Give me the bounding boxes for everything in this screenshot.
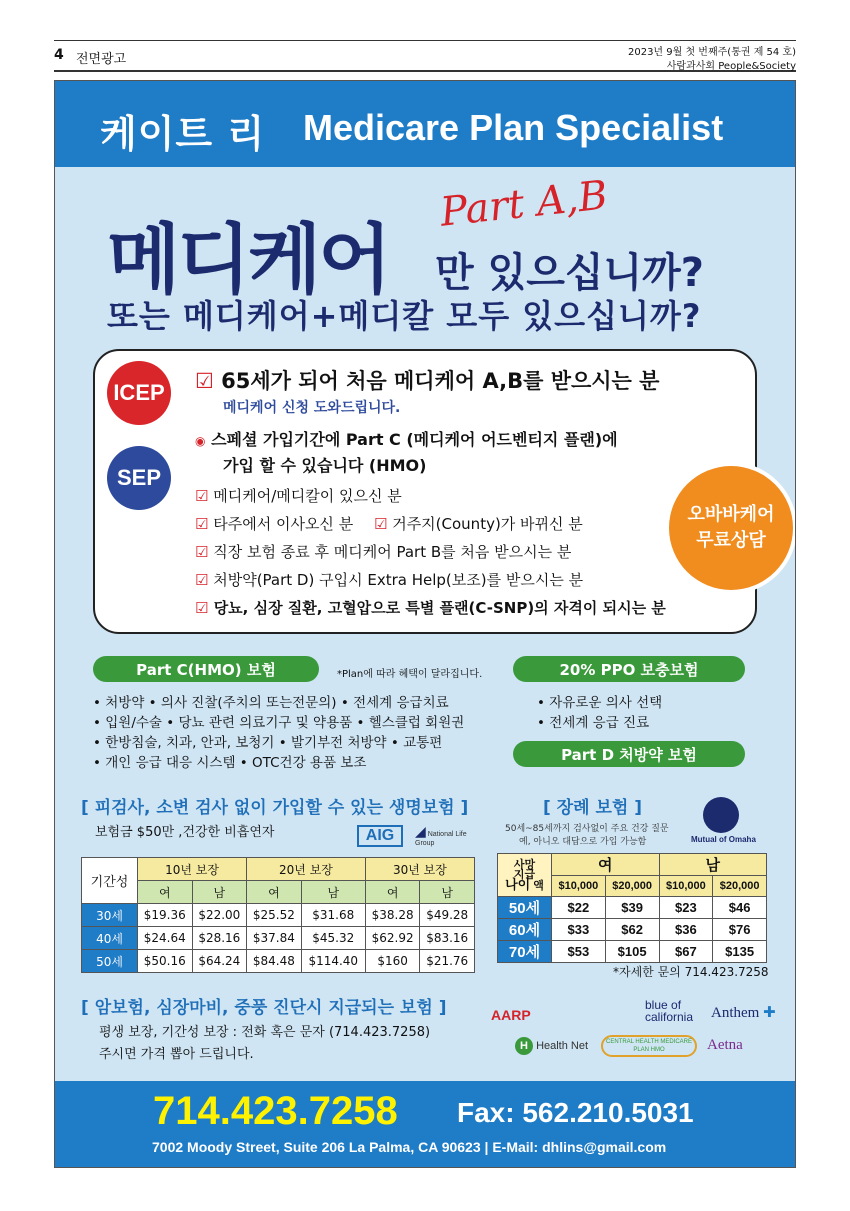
age-cell: 30세 (82, 904, 138, 927)
funeral-insurance-title: [ 장례 보험 ] (543, 798, 642, 818)
anthem-text: Anthem (711, 1005, 760, 1021)
funeral-sub-2: 예, 아니오 대답으로 가입 가능함 (519, 837, 647, 847)
table-row (82, 950, 475, 973)
premium-cell: $114.40 (301, 950, 365, 973)
health-net-icon: H (515, 1037, 533, 1055)
premium-cell: $105 (605, 941, 659, 963)
premium-cell: $25.52 (247, 904, 302, 927)
life-insurance-title: [ 피검사, 소변 검사 없이 가입할 수 있는 생명보험 ] (81, 798, 469, 818)
premium-cell: $21.76 (420, 950, 475, 973)
checkmark-icon: ☑ (195, 487, 209, 505)
gender-header: 여 (365, 881, 420, 904)
table-row (82, 904, 475, 927)
premium-cell: $28.16 (192, 927, 247, 950)
checkmark-icon: ☑ (195, 571, 209, 589)
partc-line-4: • 개인 응급 대응 시스템 • OTC건강 용품 보조 (93, 755, 367, 771)
checklist-item-2 (195, 513, 583, 534)
premium-cell: $64.24 (192, 950, 247, 973)
premium-cell: $23 (659, 897, 713, 919)
premium-cell: $62.92 (365, 927, 420, 950)
critical-illness-line-1: 평생 보장, 기간성 보장 : 전화 혹은 문자 (714.423.7258) (99, 1025, 431, 1040)
phone-number[interactable]: 714.423.7258 (153, 1089, 398, 1133)
premium-cell: $76 (713, 919, 767, 941)
obamacare-badge (669, 466, 793, 590)
table-row (498, 897, 767, 919)
checklist-item-2a-text: 타주에서 이사오신 분 (213, 515, 354, 533)
age-cell: 50세 (498, 897, 552, 919)
funeral-more-info: *자세한 문의 714.423.7258 (613, 965, 769, 979)
ppo-line-1: • 자유로운 의사 선택 (537, 695, 663, 711)
corner-amount: 액 (533, 879, 544, 892)
premium-cell: $24.64 (138, 927, 193, 950)
health-net-text: Health Net (536, 1040, 589, 1052)
ppo-title: 20% PPO 보충보험 (513, 656, 745, 682)
premium-cell: $49.28 (420, 904, 475, 927)
corner-header (498, 854, 552, 897)
table-header-row (82, 858, 475, 881)
agent-name: 케이트 리 (100, 112, 266, 156)
checklist-item-4-text: 처방약(Part D) 구입시 Extra Help(보조)를 받으시는 분 (213, 571, 584, 589)
checkmark-icon: ☑ (195, 515, 209, 533)
amount-header: $10,000 (659, 876, 713, 897)
national-life-icon: ◢ (415, 823, 426, 839)
checklist-icep (195, 365, 659, 395)
funeral-sub-1: 50세~85세까지 검사없이 주요 건강 질문 (505, 824, 669, 834)
premium-cell: $53 (552, 941, 606, 963)
premium-cell: $39 (605, 897, 659, 919)
term-header: 20년 보장 (247, 858, 366, 881)
partd-title: Part D 처방약 보험 (513, 741, 745, 767)
gender-header: 여 (138, 881, 193, 904)
checklist-item-5-text: 당뇨, 심장 질환, 고혈압으로 특별 플랜(C-SNP)의 자격이 되시는 분 (213, 599, 666, 617)
eligibility-box (93, 349, 757, 634)
amount-header: $10,000 (552, 876, 606, 897)
checklist-item-3-text: 직장 보험 종료 후 메디케어 Part B를 처음 받으시는 분 (213, 543, 572, 561)
premium-cell: $19.36 (138, 904, 193, 927)
premium-cell: $33 (552, 919, 606, 941)
checklist-item-3 (195, 541, 571, 562)
checkmark-icon: ☑ (195, 369, 214, 393)
checklist-sep-1 (195, 427, 618, 450)
table-row (498, 941, 767, 963)
checklist-icep-sub: 메디케어 신청 도와드립니다. (223, 400, 401, 416)
obamacare-line-1: 오바바케어 (687, 504, 775, 525)
mutual-of-omaha-logo (691, 797, 756, 844)
central-health-logo: CENTRAL HEALTH MEDICARE PLAN HMO (601, 1035, 697, 1057)
page-number: 4 (54, 47, 64, 63)
premium-cell: $46 (713, 897, 767, 919)
premium-cell: $37.84 (247, 927, 302, 950)
funeral-insurance-table (497, 853, 767, 963)
aig-logo: AIG (357, 825, 403, 847)
icep-badge: ICEP (107, 361, 171, 425)
headline-main: 메디케어 (107, 215, 389, 304)
partc-title: Part C(HMO) 보험 (93, 656, 319, 682)
fax-number: Fax: 562.210.5031 (457, 1097, 694, 1128)
premium-cell: $38.28 (365, 904, 420, 927)
age-cell: 70세 (498, 941, 552, 963)
premium-cell: $36 (659, 919, 713, 941)
premium-cell: $22.00 (192, 904, 247, 927)
omaha-text: Mutual of Omaha (691, 835, 756, 844)
amount-header: $20,000 (713, 876, 767, 897)
aetna-logo: Aetna (707, 1037, 743, 1053)
table-row (498, 919, 767, 941)
critical-illness-line-2: 주시면 가격 뽑아 드립니다. (99, 1047, 254, 1062)
gender-header: 남 (420, 881, 475, 904)
premium-cell: $84.48 (247, 950, 302, 973)
life-insurance-sub: 보험금 $50만 ,건강한 비흡연자 (95, 825, 275, 840)
gender-header: 남 (301, 881, 365, 904)
checkmark-icon: ☑ (195, 543, 209, 561)
subheadline: 또는 메디케어+메디칼 모두 있으십니까? (107, 297, 702, 335)
premium-cell: $50.16 (138, 950, 193, 973)
gender-header: 남 (192, 881, 247, 904)
critical-illness-title: [ 암보험, 심장마비, 중풍 진단시 지급되는 보험 ] (81, 998, 447, 1018)
partc-line-3: • 한방침술, 치과, 안과, 보청기 • 발기부전 처방약 • 교통편 (93, 735, 443, 751)
national-life-logo (415, 823, 475, 848)
premium-cell: $22 (552, 897, 606, 919)
premium-cell: $62 (605, 919, 659, 941)
female-header: 여 (552, 854, 660, 876)
table-header-row (82, 881, 475, 904)
corner-mid: 지급 (513, 868, 536, 881)
age-cell: 50세 (82, 950, 138, 973)
corner-top: 사망 (513, 858, 536, 871)
publication-name: 사람과사회 People&Society (666, 61, 796, 72)
premium-cell: $67 (659, 941, 713, 963)
premium-cell: $31.68 (301, 904, 365, 927)
checklist-item-2b-text: 거주지(County)가 바뀌신 분 (392, 515, 583, 533)
anthem-logo (711, 1003, 776, 1022)
amount-header: $20,000 (605, 876, 659, 897)
checklist-item-4 (195, 569, 583, 590)
address-email[interactable]: 7002 Moody Street, Suite 206 La Palma, CA 90623 | E-Mail: dhlins@gmail.com (152, 1139, 667, 1155)
partc-line-2: • 입원/수술 • 당뇨 관련 의료기구 및 약용품 • 헬스클럽 회원권 (93, 715, 465, 731)
age-cell: 60세 (498, 919, 552, 941)
corner-age: 나이 (505, 876, 531, 892)
obamacare-line-2: 무료상담 (696, 530, 766, 551)
table-header-row (498, 854, 767, 876)
advertisement (54, 80, 796, 1168)
term-header: 10년 보장 (138, 858, 247, 881)
life-insurance-table (81, 857, 475, 973)
partc-note: *Plan에 따라 혜택이 달라집니다. (337, 669, 483, 680)
issue-date: 2023년 9월 첫 번째주(통권 제 54 호) (627, 47, 796, 58)
section-title: 전면광고 (76, 52, 127, 67)
bullet-icon: ◉ (195, 434, 206, 448)
anthem-cross-icon: ✚ (763, 1005, 776, 1021)
premium-cell: $135 (713, 941, 767, 963)
contact-footer (55, 1081, 795, 1168)
term-header: 30년 보장 (365, 858, 474, 881)
agent-banner (55, 81, 795, 167)
period-header: 기간성 (82, 858, 138, 904)
checkmark-icon: ☑ (373, 515, 388, 533)
premium-cell: $45.32 (301, 927, 365, 950)
partc-line-1: • 처방약 • 의사 진찰(주치의 또는전문의) • 전세계 응급치료 (93, 695, 449, 711)
male-header: 남 (659, 854, 767, 876)
checklist-item-1 (195, 485, 402, 506)
premium-cell: $83.16 (420, 927, 475, 950)
agent-title: Medicare Plan Specialist (303, 107, 724, 148)
omaha-icon (703, 797, 739, 833)
checklist-icep-text: 65세가 되어 처음 메디케어 A,B를 받으시는 분 (221, 369, 660, 393)
gender-header: 여 (247, 881, 302, 904)
headline-rest: 만 있으십니까? (435, 250, 704, 296)
age-cell: 40세 (82, 927, 138, 950)
checklist-sep-1-text: 스페셜 가입기간에 Part C (메디케어 어드벤티지 플랜)에 (211, 430, 618, 449)
sep-badge: SEP (107, 446, 171, 510)
page-header (54, 40, 796, 72)
blue-shield-logo: blue of california (645, 998, 694, 1024)
checklist-item-1-text: 메디케어/메디칼이 있으신 분 (213, 487, 402, 505)
health-net-logo (515, 1037, 588, 1055)
checklist-item-5 (195, 597, 666, 618)
checklist-sep-2: 가입 할 수 있습니다 (HMO) (223, 456, 427, 475)
aarp-logo: AARP (491, 1007, 531, 1023)
checkmark-icon: ☑ (195, 599, 209, 617)
premium-cell: $160 (365, 950, 420, 973)
headline-part: Part A,B (438, 172, 610, 236)
national-life-text: National Life Group (415, 831, 467, 847)
ppo-line-2: • 전세계 응급 진료 (537, 715, 650, 731)
table-row (82, 927, 475, 950)
